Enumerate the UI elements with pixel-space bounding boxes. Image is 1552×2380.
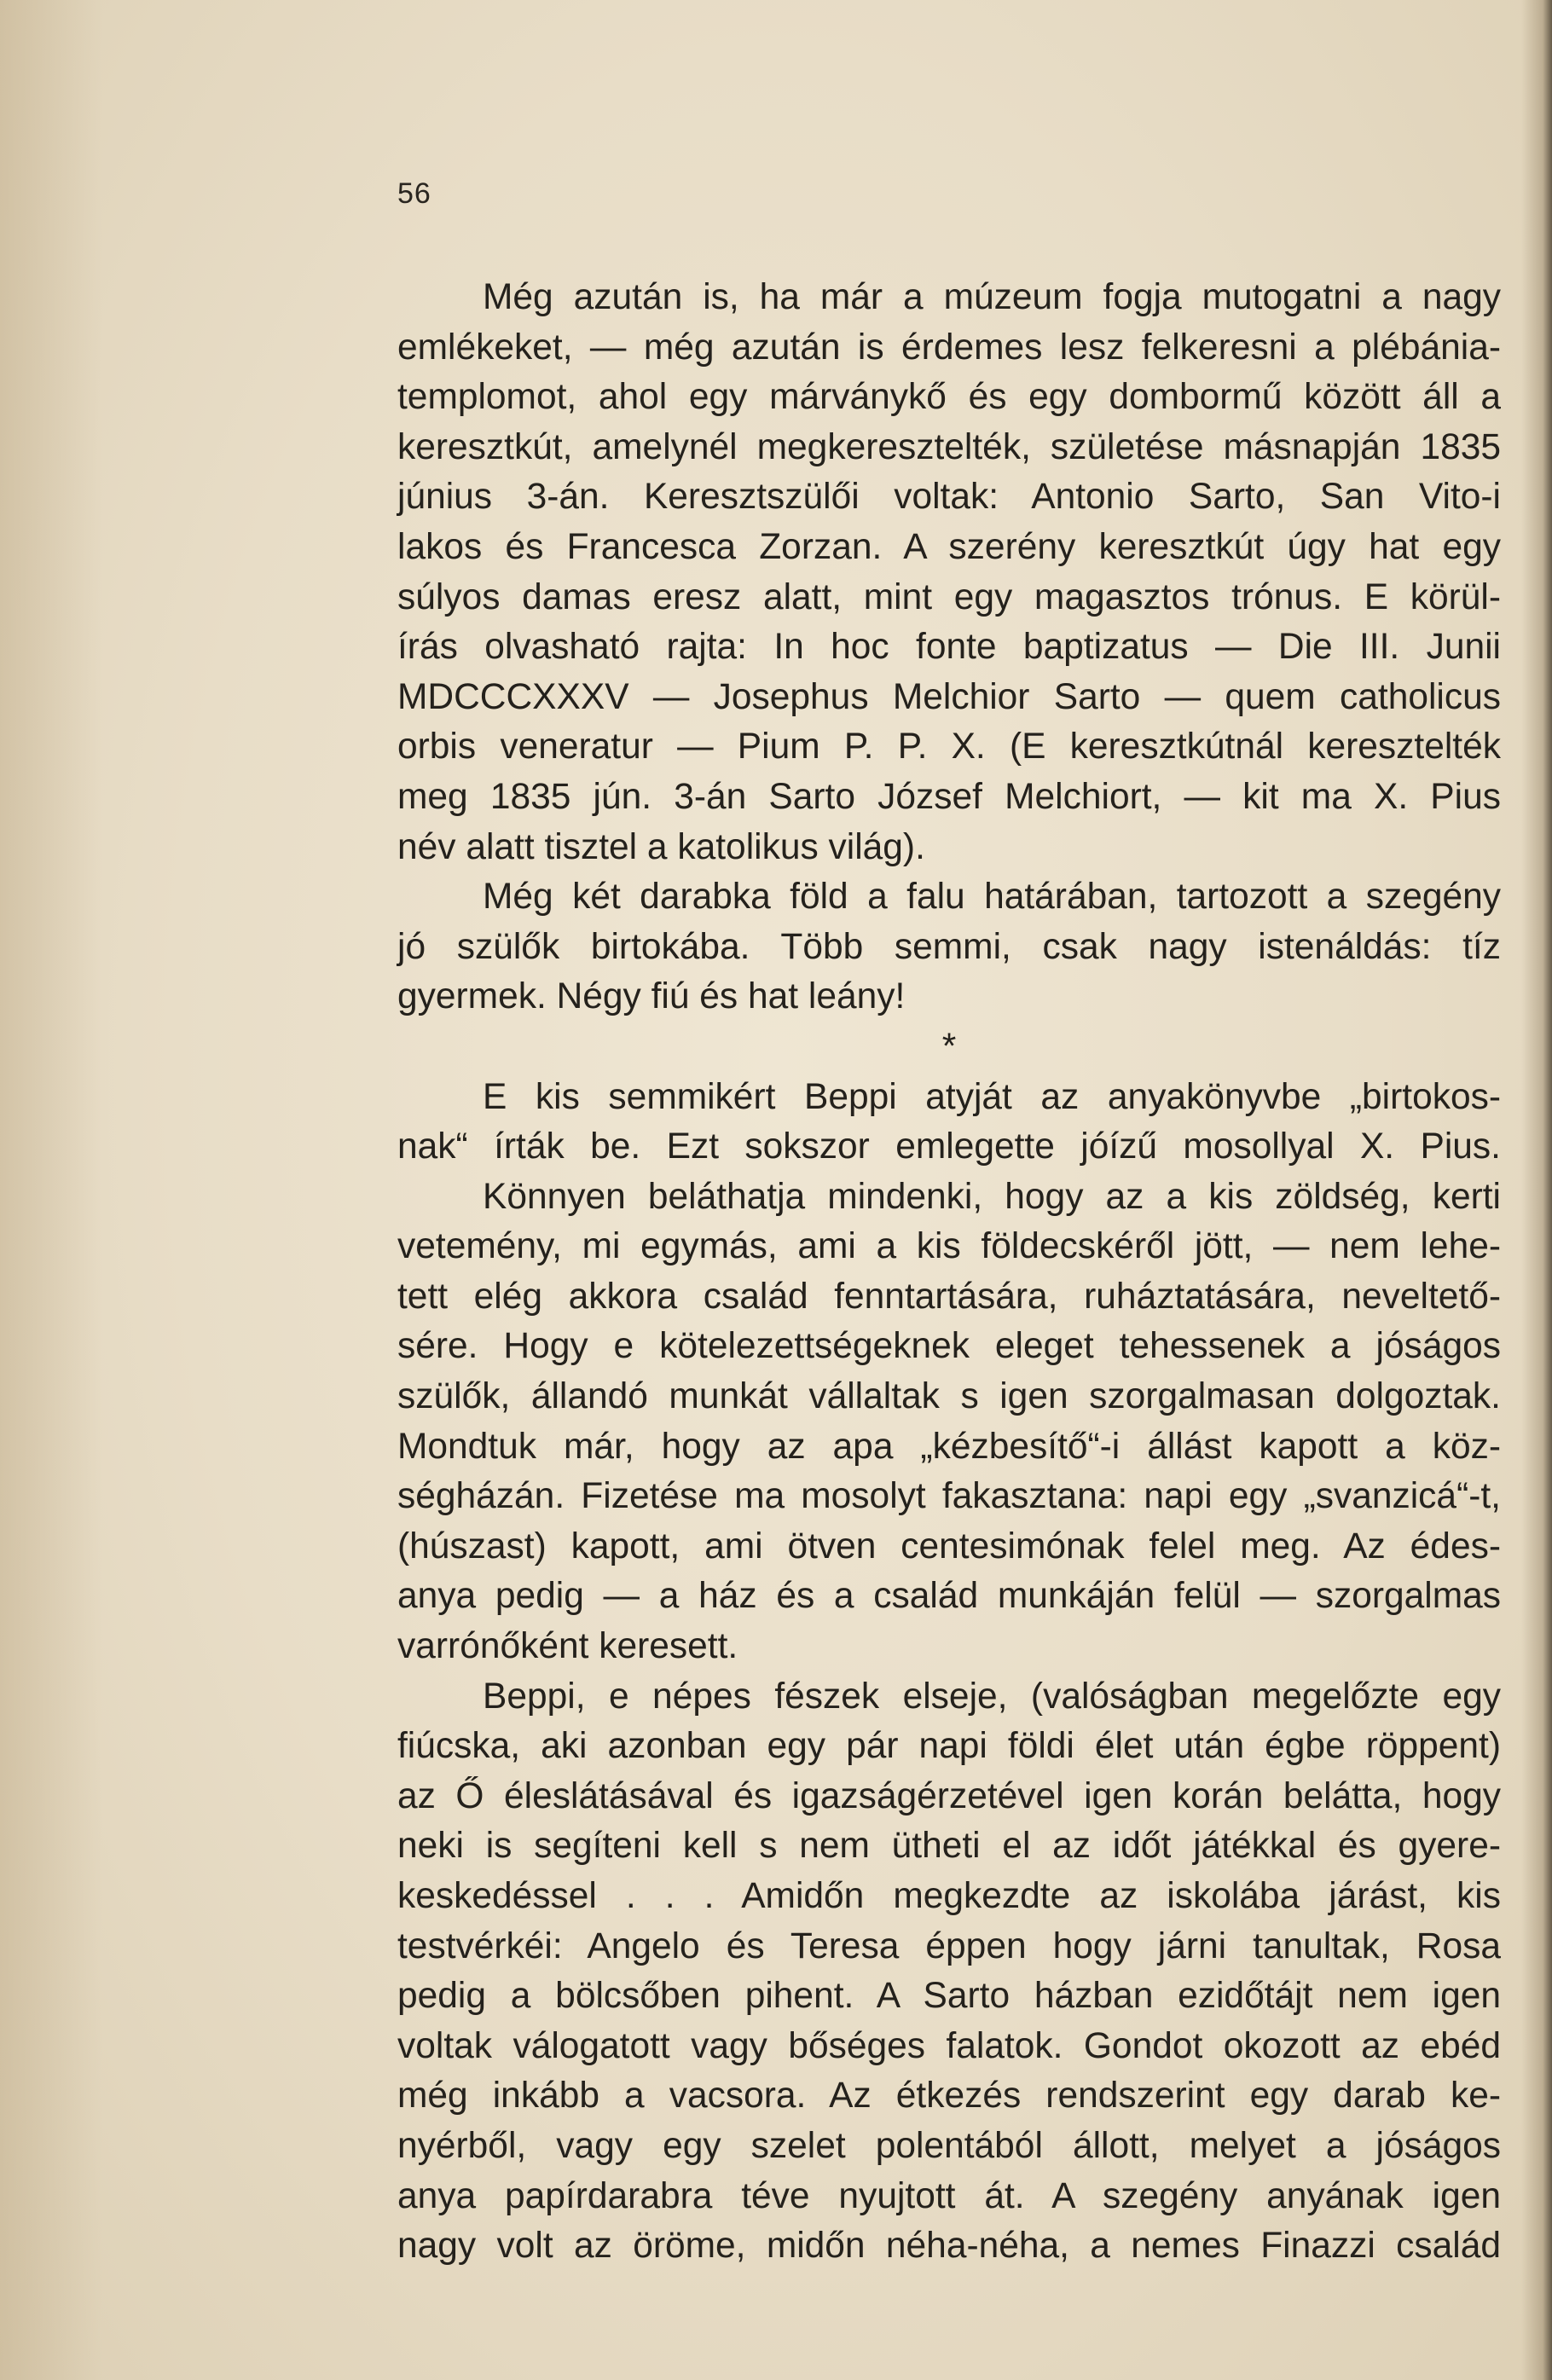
text-line: Beppi, e népes fészek elseje, (valóságban megelőzte egy xyxy=(483,1676,1501,1717)
text-line: jó szülők birtokába. Több semmi, csak nagy istenáldás: tíz xyxy=(397,926,1501,967)
text-line: név alatt tisztel a katolikus világ). xyxy=(397,826,925,867)
text-line: orbis veneratur — Pium P. P. X. (E keresztkútnál keresztelték xyxy=(397,727,1501,767)
text-line: Még azután is, ha már a múzeum fogja mutogatni a nagy xyxy=(483,277,1501,317)
text-line: lakos és Francesca Zorzan. A szerény keresztkút úgy hat egy xyxy=(397,526,1501,567)
text-line: keresztkút, amelynél megkeresztelték, születése másnapján 1835 xyxy=(397,426,1501,467)
page-number: 56 xyxy=(397,177,431,210)
text-line: anya pedig — a ház és a család munkáján felül — szorgalmas xyxy=(397,1576,1501,1617)
text-line: testvérkéi: Angelo és Teresa éppen hogy járni tanultak, Rosa xyxy=(397,1925,1501,1966)
page-shadow-right xyxy=(1521,0,1552,2380)
text-line: keskedéssel . . . Amidőn megkezdte az iskolába járást, kis xyxy=(397,1876,1501,1916)
text-line: nyérből, vagy egy szelet polentából állott, melyet a jóságos xyxy=(397,2125,1501,2166)
text-line: tett elég akkora család fenntartására, ruháztatására, neveltető- xyxy=(397,1276,1501,1317)
text-line: varrónőként keresett. xyxy=(397,1626,738,1667)
text-line: pedig a bölcsőben pihent. A Sarto házban ezidőtájt nem igen xyxy=(397,1976,1501,2017)
text-line: nak“ írták be. Ezt sokszor emlegette jóízű mosollyal X. Pius. xyxy=(397,1126,1501,1167)
text-line: nagy volt az öröme, midőn néha-néha, a nemes Finazzi család xyxy=(397,2226,1501,2267)
text-line: június 3-án. Keresztszülői voltak: Antonio Sarto, San Vito-i xyxy=(397,477,1501,518)
text-line: meg 1835 jún. 3-án Sarto József Melchiort, — kit ma X. Pius xyxy=(397,776,1501,817)
section-separator: * xyxy=(941,1026,957,1067)
text-line: MDCCCXXXV — Josephus Melchior Sarto — quem catholicus xyxy=(397,676,1501,717)
text-line: még inkább a vacsora. Az étkezés rendszerint egy darab ke- xyxy=(397,2076,1501,2117)
text-line: E kis semmikért Beppi atyját az anyakönyvbe „birtokos- xyxy=(483,1076,1501,1117)
text-line: voltak válogatott vagy bőséges falatok. Gondot okozott az ebéd xyxy=(397,2025,1501,2066)
text-line: emlékeket, — még azután is érdemes lesz felkeresni a plébánia- xyxy=(397,327,1501,368)
text-line: vetemény, mi egymás, ami a kis földecskéről jött, — nem lehe- xyxy=(397,1226,1501,1267)
text-line: írás olvasható rajta: In hoc fonte baptizatus — Die III. Junii xyxy=(397,627,1501,668)
text-line: anya papírdarabra téve nyujtott át. A szegény anyának igen xyxy=(397,2175,1501,2216)
text-line: az Ő éleslátásával és igazságérzetével igen korán belátta, hogy xyxy=(397,1775,1501,1816)
body-text xyxy=(397,273,1501,2272)
text-line: sére. Hogy e kötelezettségeknek eleget tehessenek a jóságos xyxy=(397,1326,1501,1367)
text-line: Mondtuk már, hogy az apa „kézbesítő“-i állást kapott a köz- xyxy=(397,1426,1501,1467)
text-line: Könnyen beláthatja mindenki, hogy az a kis zöldség, kerti xyxy=(483,1176,1501,1217)
text-line: súlyos damas eresz alatt, mint egy magasztos trónus. E körül- xyxy=(397,576,1501,617)
text-line: szülők, állandó munkát vállaltak s igen szorgalmasan dolgoztak. xyxy=(397,1376,1501,1417)
text-line: fiúcska, aki azonban egy pár napi földi élet után égbe röppent) xyxy=(397,1726,1501,1767)
text-line: Még két darabka föld a falu határában, tartozott a szegény xyxy=(483,877,1501,918)
page-shadow-left xyxy=(0,0,102,2380)
text-line: (húszast) kapott, ami ötven centesimónak felel meg. Az édes- xyxy=(397,1526,1501,1566)
text-line: neki is segíteni kell s nem ütheti el az időt játékkal és gyere- xyxy=(397,1826,1501,1867)
text-line: templomot, ahol egy márványkő és egy dombormű között áll a xyxy=(397,377,1501,418)
text-line: ségházán. Fizetése ma mosolyt fakasztana: napi egy „svanzicá“-t, xyxy=(397,1476,1501,1517)
text-line: gyermek. Négy fiú és hat leány! xyxy=(397,976,906,1017)
